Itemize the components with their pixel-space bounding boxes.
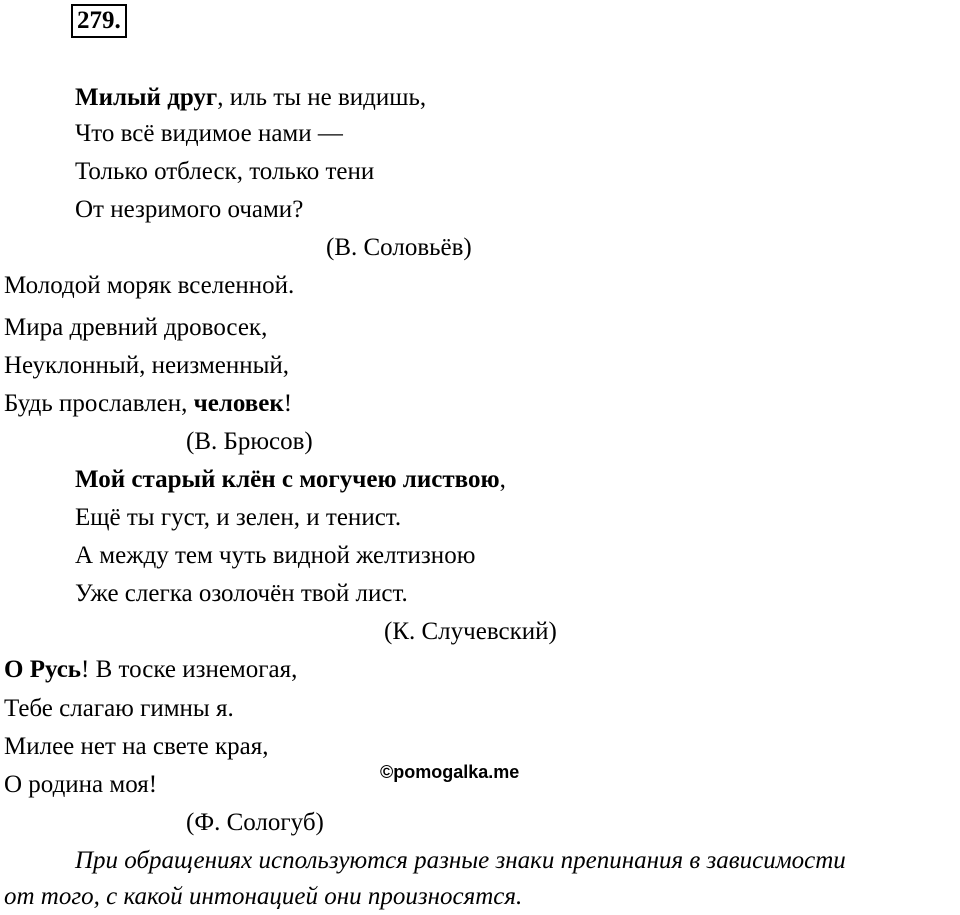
note-line1: При обращениях используются разные знаки препинания в зависимости bbox=[75, 847, 846, 874]
poem3-address: Мой старый клён с могучею листвою bbox=[75, 466, 500, 493]
poem2-address: человек bbox=[193, 390, 284, 417]
poem2-author: (В. Брюсов) bbox=[186, 428, 313, 455]
poem1-line3: Только отблеск, только тени bbox=[75, 158, 375, 185]
poem3-line1 bbox=[75, 465, 506, 495]
poem1-line1-rest: , иль ты не видишь, bbox=[217, 84, 427, 111]
poem2-line4-start: Будь прославлен, bbox=[4, 390, 194, 417]
poem1-address: Милый друг bbox=[75, 84, 218, 111]
poem1-author: (В. Соловьёв) bbox=[326, 234, 472, 261]
poem4-line1-rest: ! В тоске изнемогая, bbox=[81, 656, 298, 683]
exercise-number: 279. bbox=[71, 4, 127, 38]
poem1-line2: Что всё видимое нами — bbox=[75, 120, 343, 147]
poem3-line4: Уже слегка озолочён твой лист. bbox=[75, 580, 408, 607]
poem4-address: О Русь bbox=[4, 656, 82, 683]
poem3-line1-rest: , bbox=[499, 466, 506, 493]
watermark: ©pomogalka.me bbox=[380, 762, 520, 782]
poem1-line4: От незримого очами? bbox=[75, 196, 304, 223]
poem3-author: (К. Случевский) bbox=[384, 618, 557, 645]
poem4-author: (Ф. Сологуб) bbox=[186, 809, 324, 836]
poem2-line3: Неуклонный, неизменный, bbox=[4, 352, 290, 379]
poem4-line2: Тебе слагаю гимны я. bbox=[4, 695, 234, 722]
poem4-line4: О родина моя! bbox=[4, 771, 158, 798]
note-line2: от того, с какой интонацией они произносятся. bbox=[4, 883, 523, 910]
poem2-line2: Мира древний дровосек, bbox=[4, 314, 268, 341]
poem2-line1: Молодой моряк вселенной. bbox=[4, 272, 295, 299]
poem3-line3: А между тем чуть видной желтизною bbox=[75, 542, 476, 569]
poem4-line3: Милее нет на свете края, bbox=[4, 733, 269, 760]
poem2-line4 bbox=[4, 389, 292, 419]
poem2-line4-end: ! bbox=[283, 390, 293, 417]
poem1-line1 bbox=[75, 83, 426, 113]
poem3-line2: Ещё ты густ, и зелен, и тенист. bbox=[75, 504, 402, 531]
poem4-line1 bbox=[4, 655, 297, 685]
